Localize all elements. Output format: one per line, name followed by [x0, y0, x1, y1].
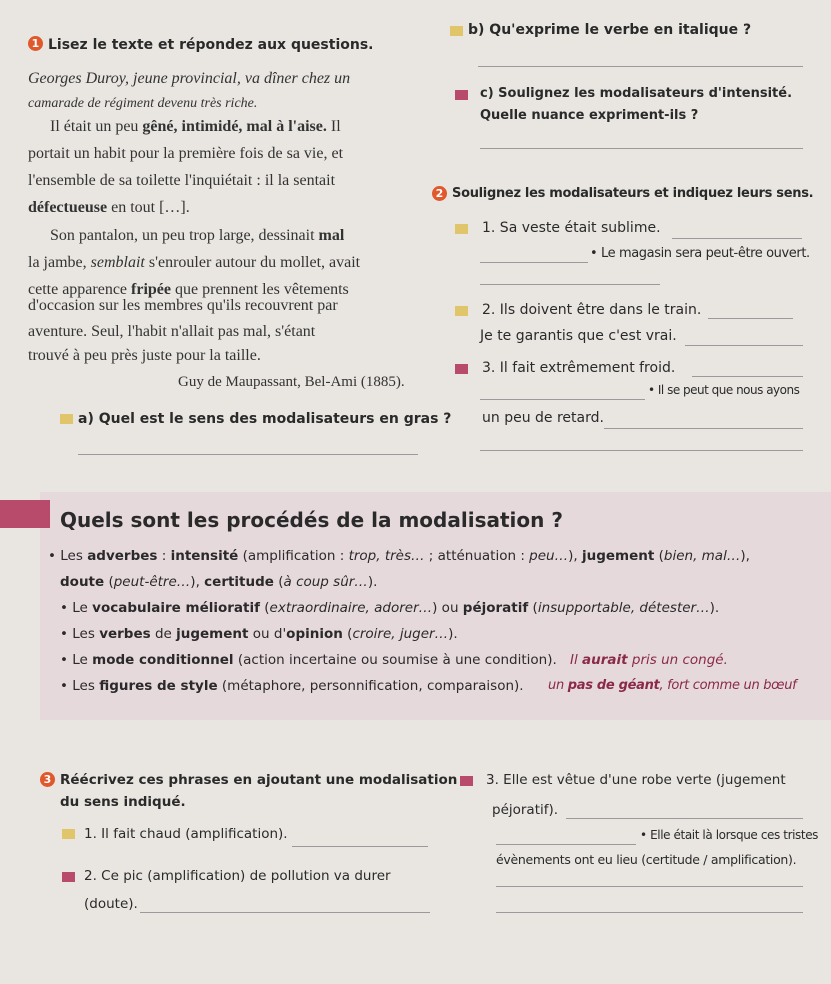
t: (: [654, 548, 664, 564]
t: (: [104, 574, 114, 590]
answer-line[interactable]: [480, 399, 645, 400]
t: Il: [570, 652, 583, 668]
t: jugement: [581, 548, 655, 564]
exercise-1-badge: 1: [28, 36, 43, 51]
answer-line[interactable]: [480, 284, 660, 285]
square-marker: [460, 776, 473, 786]
text-line-8: d'occasion sur les membres qu'ils recouvrent par: [28, 297, 338, 314]
t: (amplification :: [238, 548, 349, 564]
text-line-6: [28, 254, 360, 272]
t: (action incertaine ou soumise à une condition).: [233, 652, 557, 668]
t: insupportable, détester…: [537, 600, 710, 616]
text-line-9: aventure. Seul, l'habit n'allait pas mal, s'étant: [28, 323, 316, 340]
text-plain: Son pantalon, un peu trop large, dessinait: [50, 227, 319, 244]
square-marker: [455, 364, 468, 374]
exercise-3-badge: 3: [40, 772, 55, 787]
t: trop, très…: [348, 548, 425, 564]
text-line-2: portait un habit pour la première fois de sa vie, et: [28, 145, 344, 162]
sentence-1: 1. Sa veste était sublime.: [482, 220, 661, 236]
text-plain: s'enrouler autour du mollet, avait: [144, 254, 361, 271]
intro-line-1: Georges Duroy, jeune provincial, va dîner chez un: [28, 70, 351, 87]
answer-line[interactable]: [480, 148, 803, 149]
text-line-5: [50, 227, 344, 245]
bullet-figures: • Les figures de style (métaphore, personnification, comparaison).: [60, 678, 524, 694]
t: croire, juger…: [352, 626, 449, 642]
exercise-3-instruction: Réécrivez ces phrases en ajoutant une modalisation: [60, 772, 458, 788]
text-source: Guy de Maupassant, Bel-Ami (1885).: [178, 374, 405, 390]
t: adverbes: [87, 548, 158, 564]
t: :: [157, 548, 171, 564]
square-marker: [455, 224, 468, 234]
t: aurait: [582, 652, 628, 668]
t: à coup sûr…: [283, 574, 368, 590]
text-plain: que prennent les vêtements: [171, 281, 349, 298]
sentence-1b: • Le magasin sera peut-être ouvert.: [590, 246, 810, 261]
t: ).: [367, 574, 378, 590]
answer-line[interactable]: [672, 238, 802, 239]
t: pris un congé.: [627, 652, 728, 668]
question-c-sub: Quelle nuance expriment-ils ?: [480, 108, 699, 123]
text-plain: la jambe,: [28, 254, 91, 271]
t: doute: [60, 574, 105, 590]
answer-line[interactable]: [478, 66, 803, 67]
square-marker: [60, 414, 73, 424]
answer-line[interactable]: [480, 450, 803, 451]
t: opinion: [286, 626, 343, 642]
exercise-2-instruction: Soulignez les modalisateurs et indiquez leurs sens.: [452, 186, 814, 201]
rewrite-4: • Elle était là lorsque ces tristes: [640, 828, 819, 842]
square-marker: [62, 829, 75, 839]
answer-line[interactable]: [708, 318, 793, 319]
text-plain: Il: [326, 118, 341, 135]
t: ),: [568, 548, 582, 564]
rewrite-3b: péjoratif).: [492, 802, 559, 818]
rewrite-3: 3. Elle est vêtue d'une robe verte (jugement: [486, 772, 786, 788]
rewrite-2b: (doute).: [84, 896, 138, 912]
square-marker: [455, 306, 468, 316]
answer-line[interactable]: [685, 345, 803, 346]
t: bien, mal…: [663, 548, 741, 564]
text-plain: en tout […].: [107, 199, 190, 216]
text-line-10: trouvé à peu près juste pour la taille.: [28, 347, 261, 364]
lesson-band-tab: [0, 500, 50, 528]
t: (: [273, 574, 284, 590]
sentence-2b: Je te garantis que c'est vrai.: [480, 328, 677, 344]
t: vocabulaire mélioratif: [92, 600, 260, 616]
bullet-verbes: • Les verbes de jugement ou d'opinion (croire, juger…).: [60, 626, 458, 642]
t: ou d': [248, 626, 287, 642]
t: Les: [72, 678, 100, 694]
text-line-3: l'ensemble de sa toilette l'inquiétait : il la sentait: [28, 172, 336, 189]
t: figures de style: [99, 678, 218, 694]
t: ; atténuation :: [424, 548, 530, 564]
rewrite-4b: évènements ont eu lieu (certitude / amplification).: [496, 852, 797, 867]
example-conditionnel: [570, 652, 728, 668]
t: certitude: [204, 574, 274, 590]
answer-line[interactable]: [496, 912, 803, 913]
t: peu…: [529, 548, 569, 564]
t: ) ou: [432, 600, 463, 616]
answer-line[interactable]: [692, 376, 803, 377]
answer-line[interactable]: [292, 846, 428, 847]
t: peut-être…: [113, 574, 191, 590]
text-bold: gêné, intimidé, mal à l'aise.: [142, 118, 327, 135]
rewrite-1: 1. Il fait chaud (amplification).: [84, 826, 288, 842]
question-c: c) Soulignez les modalisateurs d'intensité.: [480, 86, 793, 101]
t: Les: [72, 626, 100, 642]
text-bold: défectueuse: [28, 199, 108, 216]
t: ).: [448, 626, 458, 642]
sentence-2: 2. Ils doivent être dans le train.: [482, 302, 702, 318]
t: (: [342, 626, 353, 642]
answer-line[interactable]: [140, 912, 430, 913]
t: pas de géant: [567, 678, 660, 693]
answer-line[interactable]: [566, 818, 803, 819]
intro-line-2: camarade de régiment devenu très riche.: [28, 96, 258, 111]
text-line-1: [50, 118, 341, 136]
bullet-vocabulaire: • Le vocabulaire mélioratif (extraordinaire, adorer…) ou péjoratif (insupportable, détester…).: [60, 600, 720, 616]
answer-line[interactable]: [496, 886, 803, 887]
t: verbes: [99, 626, 151, 642]
question-b: b) Qu'exprime le verbe en italique ?: [468, 22, 752, 38]
answer-line[interactable]: [604, 428, 803, 429]
bullet-adverbes-cont: [60, 574, 377, 590]
t: (: [259, 600, 270, 616]
square-marker: [62, 872, 75, 882]
lesson-title: Quels sont les procédés de la modalisation ?: [60, 508, 563, 532]
t: , fort comme un bœuf: [659, 678, 797, 693]
t: intensité: [170, 548, 239, 564]
answer-line[interactable]: [480, 262, 588, 263]
bullet-conditionnel: • Le mode conditionnel (action incertaine ou soumise à une condition).: [60, 652, 557, 668]
t: mode conditionnel: [92, 652, 234, 668]
answer-line[interactable]: [78, 454, 418, 455]
text-line-4: [28, 199, 190, 217]
t: ),: [190, 574, 205, 590]
t: ),: [740, 548, 750, 564]
sentence-3: 3. Il fait extrêmement froid.: [482, 360, 676, 376]
rewrite-2: 2. Ce pic (amplification) de pollution va durer: [84, 868, 391, 884]
t: Le: [72, 652, 93, 668]
text-italic: semblait: [90, 254, 145, 271]
t: (: [528, 600, 538, 616]
t: jugement: [176, 626, 249, 642]
t: Le: [72, 600, 93, 616]
text-bold: mal: [318, 227, 345, 244]
bullet-adverbes: • Les adverbes : intensité (amplification : trop, très… ; atténuation : peu…), jugement (bien, mal…),: [48, 548, 750, 564]
sentence-3c: un peu de retard.: [482, 410, 604, 426]
t: (métaphore, personnification, comparaison).: [217, 678, 524, 694]
exercise-3-instruction-2: du sens indiqué.: [60, 794, 186, 810]
square-marker: [455, 90, 468, 100]
t: extraordinaire, adorer…: [269, 600, 433, 616]
t: un: [548, 678, 568, 693]
t: ).: [709, 600, 720, 616]
square-marker: [450, 26, 463, 36]
text-plain: Il était un peu: [50, 118, 143, 135]
answer-line[interactable]: [496, 844, 636, 845]
sentence-3b: • Il se peut que nous ayons: [648, 383, 800, 397]
example-figures: [548, 678, 796, 693]
t: Les: [60, 548, 88, 564]
exercise-2-badge: 2: [432, 186, 447, 201]
text-bold: fripée: [131, 281, 172, 298]
exercise-1-instruction: Lisez le texte et répondez aux questions.: [48, 37, 374, 53]
t: de: [150, 626, 177, 642]
text-plain: cette apparence: [28, 281, 132, 298]
question-a: a) Quel est le sens des modalisateurs en gras ?: [78, 411, 452, 427]
t: péjoratif: [462, 600, 529, 616]
